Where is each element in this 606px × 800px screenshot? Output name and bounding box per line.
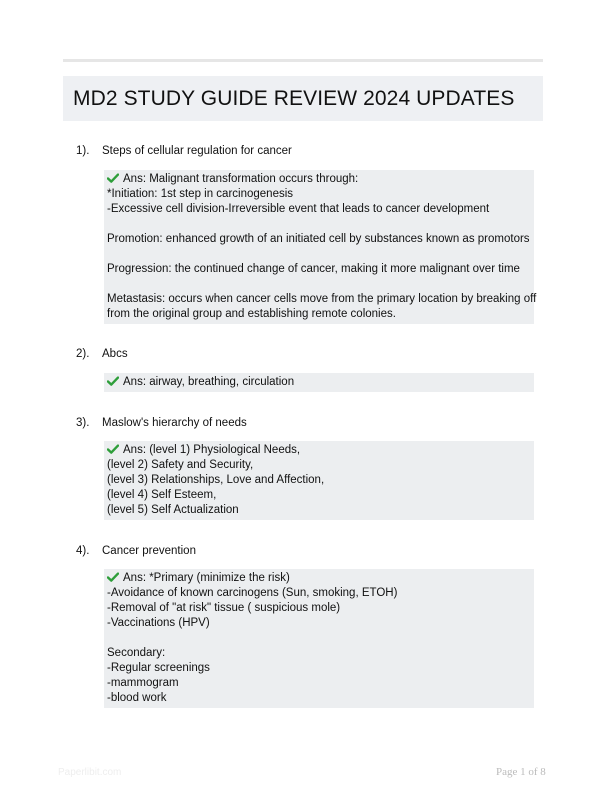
check-icon [107, 376, 119, 386]
answer-line: -Removal of "at risk" tissue ( suspicious mole) [107, 602, 341, 614]
answer-box [104, 373, 534, 392]
question-number: 1). [76, 145, 90, 157]
answer-box [104, 441, 534, 520]
question-number: 2). [76, 348, 90, 360]
answer-text: Ans: airway, breathing, circulation [123, 376, 295, 388]
answer-line [107, 571, 530, 586]
question-text: Cancer prevention [102, 545, 196, 557]
answer-line: Metastasis: occurs when cancer cells move from the primary location by breaking off [107, 293, 537, 305]
answer-line [107, 172, 530, 187]
answer-line: from the original group and establishing remote colonies. [107, 308, 396, 320]
answer-line: Progression: the continued change of cancer, making it more malignant over time [107, 263, 520, 275]
answer-line: -mammogram [107, 677, 179, 689]
answer-line [107, 277, 530, 292]
answer-box [104, 170, 537, 324]
footer-watermark: Paperlibit.com [58, 767, 122, 778]
question-number: 3). [76, 417, 90, 429]
answer-line [107, 247, 530, 262]
answer-line: (level 3) Relationships, Love and Affection, [107, 474, 325, 486]
answer-box [104, 569, 534, 708]
page-indicator: Page 1 of 8 [496, 766, 546, 778]
answer-line: (level 2) Safety and Security, [107, 459, 254, 471]
answer-line: (level 5) Self Actualization [107, 504, 239, 516]
answer-line: -blood work [107, 692, 167, 704]
answer-text: Ans: (level 1) Physiological Needs, [123, 444, 301, 456]
answer-line: -Excessive cell division-Irreversible event that leads to cancer development [107, 203, 490, 215]
answer-line [107, 375, 530, 390]
page-title: MD2 STUDY GUIDE REVIEW 2024 UPDATES [73, 86, 515, 110]
answer-line [107, 631, 530, 646]
title-banner [63, 76, 543, 121]
answer-line [107, 217, 530, 232]
check-icon [107, 173, 119, 183]
question-text: Steps of cellular regulation for cancer [102, 145, 292, 157]
answer-line: -Vaccinations (HPV) [107, 617, 210, 629]
answer-line: *Initiation: 1st step in carcinogenesis [107, 188, 294, 200]
question-text: Abcs [102, 348, 128, 360]
check-icon [107, 444, 119, 454]
answer-line [107, 443, 530, 458]
answer-line: Secondary: [107, 647, 166, 659]
question-number: 4). [76, 545, 90, 557]
answer-line: -Avoidance of known carcinogens (Sun, smoking, ETOH) [107, 587, 398, 599]
answer-line: Promotion: enhanced growth of an initiated cell by substances known as promotors [107, 233, 530, 245]
answer-text: Ans: Malignant transformation occurs through: [123, 173, 359, 185]
top-divider [63, 59, 543, 62]
question-text: Maslow's hierarchy of needs [102, 417, 247, 429]
check-icon [107, 572, 119, 582]
answer-line: -Regular screenings [107, 662, 210, 674]
answer-line: (level 4) Self Esteem, [107, 489, 217, 501]
answer-text: Ans: *Primary (minimize the risk) [123, 572, 290, 584]
